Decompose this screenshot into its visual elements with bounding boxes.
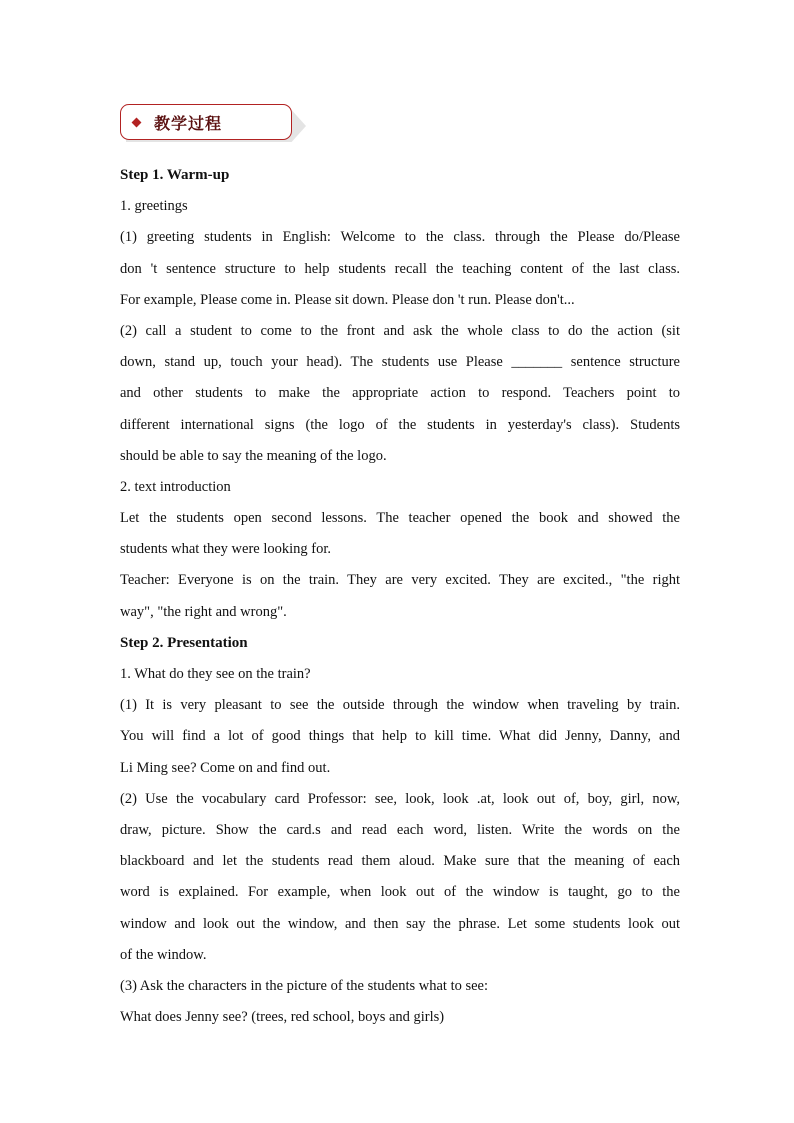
text-line: word is explained. For example, when look out of the window is taught, go to the: [120, 884, 680, 901]
text-line: should be able to say the meaning of the logo.: [120, 447, 387, 464]
text-line: What does Jenny see? (trees, red school, boys and girls): [120, 1009, 445, 1026]
diamond-bullet-icon: [132, 117, 142, 127]
text-line: of the window.: [120, 946, 207, 963]
text-line: (2) call a student to come to the front and ask the whole class to do the action (sit: [120, 322, 680, 339]
text-line: window and look out the window, and then say the phrase. Let some students look out: [120, 915, 680, 932]
section-banner: [120, 104, 310, 146]
section-heading: Step 1. Warm-up: [120, 167, 230, 183]
text-line: and other students to make the appropriate action to respond. Teachers point to: [120, 385, 680, 402]
text-line: draw, picture. Show the card.s and read each word, listen. Write the words on the: [120, 821, 680, 838]
text-line: Let the students open second lessons. The teacher opened the book and showed the: [120, 510, 680, 527]
text-line: (1) It is very pleasant to see the outside through the window when traveling by train.: [120, 697, 680, 714]
text-line: way", "the right and wrong".: [120, 603, 287, 620]
text-line: Li Ming see? Come on and find out.: [120, 759, 331, 776]
text-line: students what they were looking for.: [120, 541, 332, 558]
text-line: don 't sentence structure to help students recall the teaching content of the last class.: [120, 260, 680, 277]
text-line: 2. text introduction: [120, 478, 231, 495]
text-line: For example, Please come in. Please sit down. Please don 't run. Please don't...: [120, 291, 575, 308]
text-line: 1. What do they see on the train?: [120, 666, 311, 682]
section-heading: Step 2. Presentation: [120, 634, 248, 651]
text-line: blackboard and let the students read them aloud. Make sure that the meaning of each: [120, 853, 680, 870]
text-line: Teacher: Everyone is on the train. They are very excited. They are excited., "the right: [120, 572, 680, 589]
document-body: [120, 160, 680, 1033]
text-line: down, stand up, touch your head). The students use Please _______ sentence structure: [120, 354, 680, 371]
banner-box: [120, 104, 292, 140]
text-line: You will find a lot of good things that help to kill time. What did Jenny, Danny, and: [120, 728, 680, 745]
text-line: different international signs (the logo of the students in yesterday's class). Students: [120, 416, 680, 433]
section-title: 教学过程: [154, 113, 223, 133]
text-line: (3) Ask the characters in the picture of the students what to see:: [120, 977, 489, 994]
text-line: 1. greetings: [120, 198, 188, 215]
text-line: (1) greeting students in English: Welcome to the class. through the Please do/Please: [120, 229, 680, 246]
text-line: (2) Use the vocabulary card Professor: see, look, look .at, look out of, boy, girl, now,: [120, 790, 680, 807]
